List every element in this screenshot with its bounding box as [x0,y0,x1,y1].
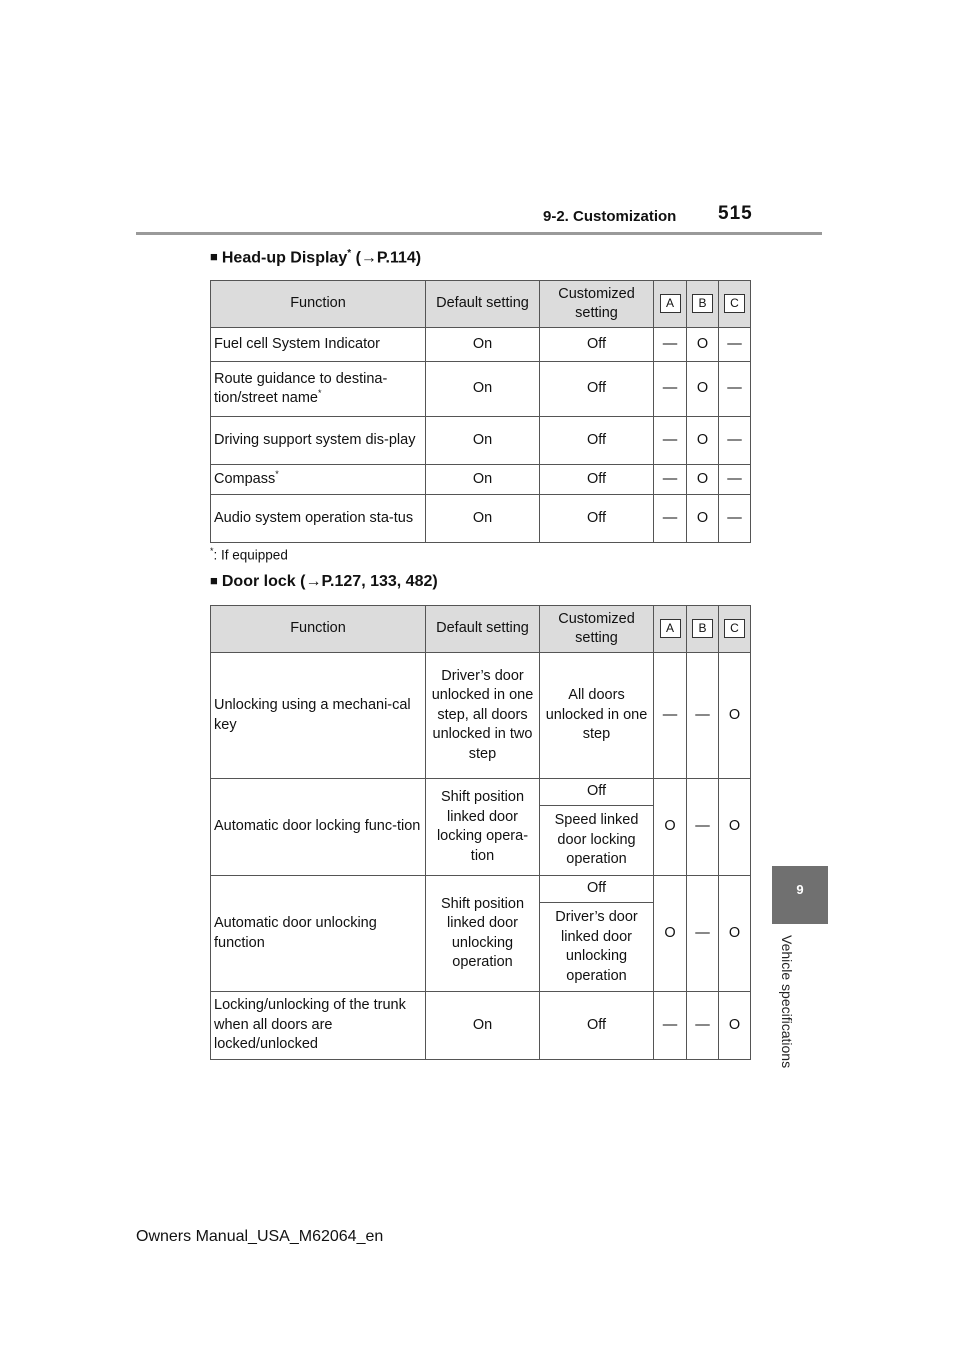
col-customized: Customized setting [540,606,654,653]
col-b [687,606,719,653]
cell-function: Locking/unlocking of the trunk when all doors are locked/unlocked [211,992,426,1060]
section-title: 9-2. Customization [543,208,677,225]
col-a [654,606,687,653]
cell-custom: Off [540,495,654,543]
cell-a: — [654,417,687,465]
col-function: Function [211,281,426,328]
cell-custom: Off [540,876,654,903]
hud-heading-title: Head-up Display [221,249,348,267]
table-header-row [211,606,751,653]
cell-b: O [687,495,719,543]
cell-b: O [687,362,719,417]
cell-function-star: * [275,468,279,479]
table-row [211,992,751,1060]
table-row [211,779,751,806]
cell-c: O [719,992,751,1060]
door-lock-heading-title: Door lock [221,573,296,590]
col-a-label: A [660,294,681,313]
cell-b: — [687,876,719,992]
cell-custom: Off [540,779,654,806]
cell-function-text: Route guidance to destina-tion/street name [214,370,388,406]
door-lock-page-reference[interactable]: (→P.127, 133, 482) [300,573,438,590]
hud-table [210,280,751,543]
col-b-label: B [692,619,713,638]
cell-custom: Off [540,465,654,495]
door-lock-heading [210,573,438,591]
cell-c: — [719,495,751,543]
cell-custom: Off [540,362,654,417]
cell-custom: Off [540,417,654,465]
cell-function: Fuel cell System Indicator [211,328,426,362]
chapter-number: 9 [796,882,804,897]
cell-default: On [426,465,540,495]
footnote-text: : If equipped [213,547,288,563]
hud-page-reference[interactable]: (→P.114) [355,249,422,267]
cell-custom: All doors unlocked in one step [540,653,654,779]
header-rule [136,232,822,235]
footer-manual-id: Owners Manual_USA_M62064_en [136,1228,384,1245]
cell-a: — [654,328,687,362]
table-row [211,465,751,495]
cell-a: O [654,876,687,992]
table-row [211,653,751,779]
cell-a: — [654,992,687,1060]
col-c-label: C [724,294,745,313]
cell-default: On [426,362,540,417]
col-b [687,281,719,328]
cell-default: On [426,992,540,1060]
cell-function: Automatic door locking func-tion [211,779,426,876]
col-function: Function [211,606,426,653]
cell-c: — [719,465,751,495]
cell-function: Audio system operation sta-tus [211,495,426,543]
cell-function [211,465,426,495]
cell-a: — [654,362,687,417]
cell-a: — [654,495,687,543]
cell-function: Unlocking using a mechani-cal key [211,653,426,779]
cell-default: Driver’s door unlocked in one step, all doors unlocked in two step [426,653,540,779]
cell-c: O [719,779,751,876]
cell-c: — [719,328,751,362]
cell-default: On [426,417,540,465]
cell-a: — [654,653,687,779]
cell-default: On [426,495,540,543]
page-number: 515 [718,203,753,224]
col-a-label: A [660,619,681,638]
table-row [211,417,751,465]
cell-function-star: * [317,388,322,399]
cell-c: O [719,653,751,779]
hud-heading [210,248,421,267]
cell-b: — [687,992,719,1060]
cell-b: O [687,328,719,362]
bullet-icon: ■ [210,573,218,588]
hud-heading-star: * [347,248,352,259]
table-row [211,362,751,417]
table-header-row [211,281,751,328]
cell-b: — [687,653,719,779]
cell-c: — [719,417,751,465]
cell-b: O [687,417,719,465]
chapter-label-text: Vehicle specifications [779,935,795,1069]
cell-function: Driving support system dis-play [211,417,426,465]
cell-c: O [719,876,751,992]
cell-default: Shift position linked door locking opera-tion [426,779,540,876]
col-default: Default setting [426,281,540,328]
cell-custom: Off [540,328,654,362]
cell-custom: Off [540,992,654,1060]
col-c-label: C [724,619,745,638]
cell-function: Automatic door unlocking function [211,876,426,992]
cell-function-text: Compass [214,470,276,487]
col-default: Default setting [426,606,540,653]
footnote [210,546,288,563]
door-lock-table [210,605,751,1060]
cell-custom: Speed linked door locking operation [540,806,654,876]
col-c [719,606,751,653]
cell-default: Shift position linked door unlocking operation [426,876,540,992]
cell-default: On [426,328,540,362]
cell-a: O [654,779,687,876]
cell-custom: Driver’s door linked door unlocking operation [540,903,654,992]
cell-a: — [654,465,687,495]
cell-c: — [719,362,751,417]
cell-b: O [687,465,719,495]
footnote-star: * [210,546,214,556]
col-customized: Customized setting [540,281,654,328]
table-row [211,495,751,543]
col-c [719,281,751,328]
col-a [654,281,687,328]
cell-b: — [687,779,719,876]
table-row [211,328,751,362]
bullet-icon: ■ [210,249,218,265]
col-b-label: B [692,294,713,313]
table-row [211,876,751,903]
cell-function [211,362,426,417]
